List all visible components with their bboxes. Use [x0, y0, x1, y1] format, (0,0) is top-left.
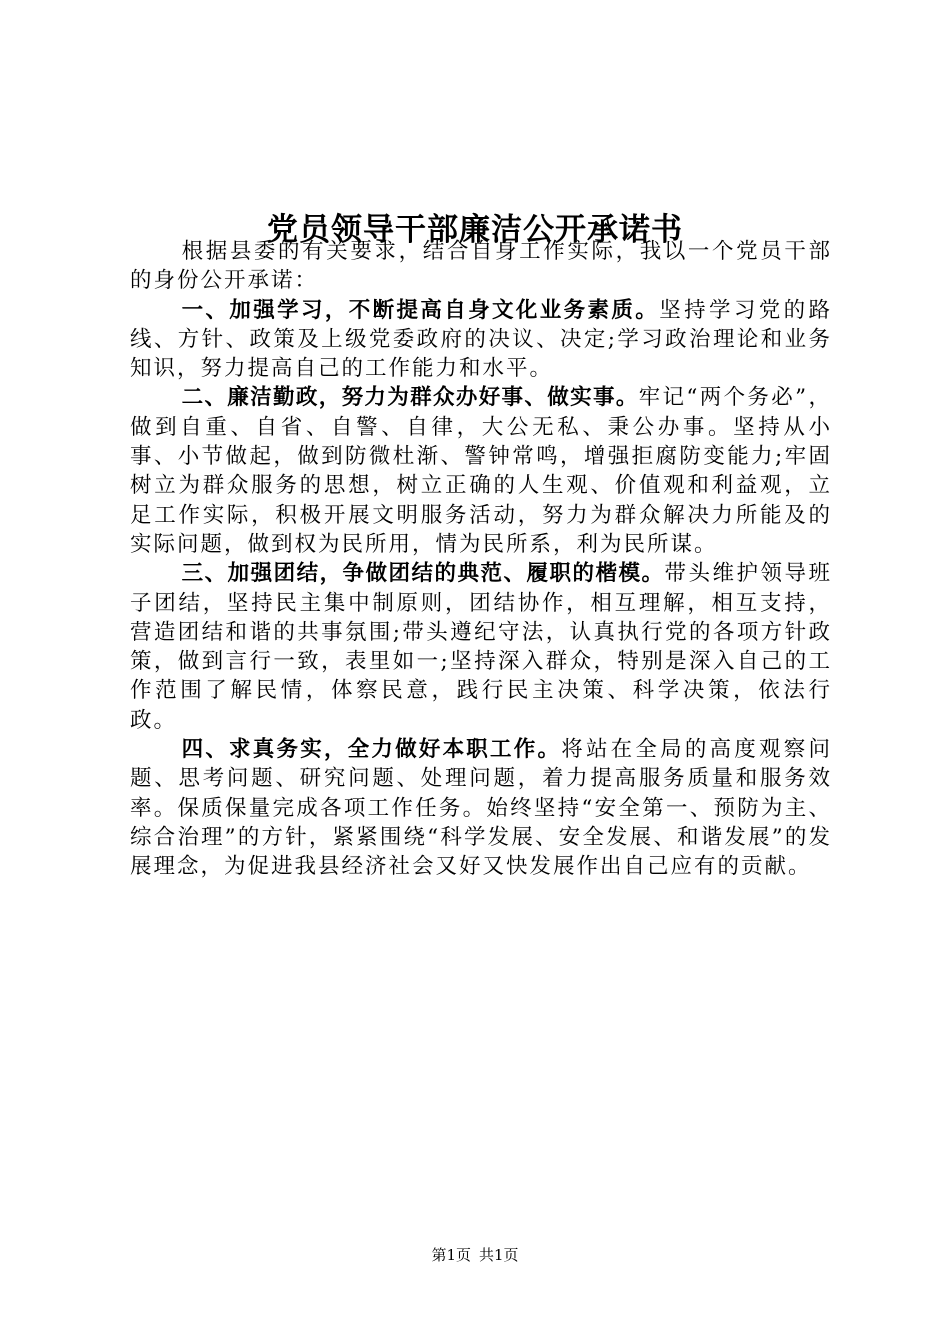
section-paragraph-2	[130, 383, 832, 559]
section-paragraph-4	[130, 735, 832, 881]
section-paragraph-1	[130, 296, 832, 384]
page-count: 共1页	[479, 1246, 519, 1264]
document-body	[130, 237, 832, 882]
page-number: 第1页	[431, 1246, 471, 1264]
section-text: 将站在全局的高度观察问题、思考问题、研究问题、处理问题，着力提高服务质量和服务效率。保质保量完成各项工作任务。始终坚持“安全第一、预防为主、综合治理”的方针，紧紧围绕“科学发展、安全发展、和谐发展”的发展理念，为促进我县经济社会又好又快发展作出自己应有的贡献。	[130, 737, 832, 880]
document-title: 党员领导干部廉洁公开承诺书	[267, 211, 683, 248]
section-text: 带头维护领导班子团结，坚持民主集中制原则，团结协作，相互理解，相互支持，营造团结和谐的共事氛围;带头遵纪守法，认真执行党的各项方针政策，做到言行一致，表里如一;坚持深入群众，特别是深入自己的工作范围了解民情，体察民意，践行民主决策、科学决策，依法行政。	[130, 561, 832, 733]
section-text: 坚持学习党的路线、方针、政策及上级党委政府的决议、决定;学习政治理论和业务知识，努力提高自己的工作能力和水平。	[130, 297, 832, 382]
page-footer	[0, 1244, 950, 1266]
section-heading: 一、加强学习，不断提高自身文化业务素质。	[181, 297, 660, 323]
section-heading: 三、加强团结，争做团结的典范、履职的楷模。	[181, 561, 665, 587]
section-paragraph-3	[130, 559, 832, 735]
section-heading: 四、求真务实，全力做好本职工作。	[181, 737, 562, 763]
section-heading: 二、廉洁勤政，努力为群众办好事、做实事。	[181, 385, 639, 411]
section-text: 牢记“两个务必”，做到自重、自省、自警、自律，大公无私、秉公办事。坚持从小事、小节做起，做到防微杜渐、警钟常鸣，增强拒腐防变能力;牢固树立为群众服务的思想，树立正确的人生观、价值观和利益观，立足工作实际，积极开展文明服务活动，努力为群众解决力所能及的实际问题，做到权为民所用，情为民所系，利为民所谋。	[130, 385, 832, 557]
intro-paragraph: 根据县委的有关要求，结合自身工作实际，我以一个党员干部的身份公开承诺：	[130, 239, 832, 294]
